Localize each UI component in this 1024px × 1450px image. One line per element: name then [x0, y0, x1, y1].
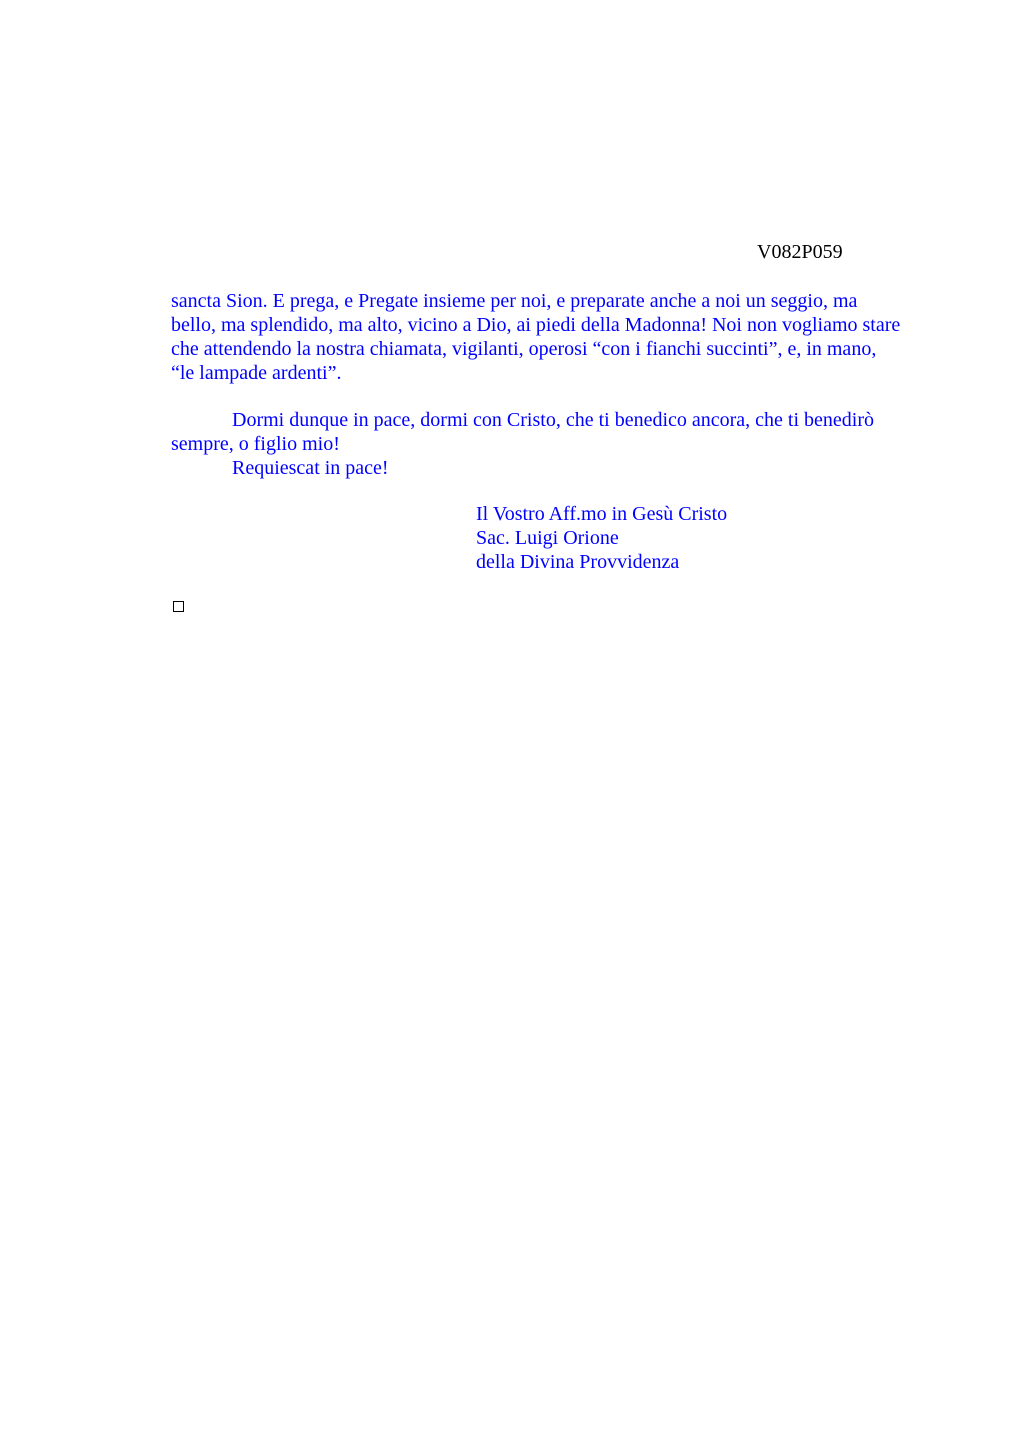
letter-body — [171, 289, 931, 480]
text-line: “le lampade ardenti”. — [171, 362, 342, 384]
text-line: Dormi dunque in pace, dormi con Cristo, che ti benedico ancora, che ti benedirò — [232, 409, 875, 431]
signature-line: della Divina Provvidenza — [476, 551, 680, 573]
text-line: sancta Sion. E prega, e Pregate insieme per noi, e preparate anche a noi un seggio, ma — [171, 290, 858, 312]
text-line: bello, ma splendido, ma alto, vicino a Dio, ai piedi della Madonna! Noi non vogliamo stare — [171, 314, 901, 336]
text-line: sempre, o figlio mio! — [171, 433, 340, 455]
signature-line: Il Vostro Aff.mo in Gesù Cristo — [476, 503, 728, 525]
signature-line: Sac. Luigi Orione — [476, 527, 619, 549]
page-id: V082P059 — [757, 241, 843, 263]
square-outline-icon — [173, 601, 184, 612]
signature-block — [476, 502, 727, 574]
paragraph-gap — [171, 385, 931, 408]
closing-phrase: Requiescat in pace! — [232, 457, 389, 479]
text-line: che attendendo la nostra chiamata, vigilanti, operosi “con i fianchi succinti”, e, in mano, — [171, 338, 877, 360]
